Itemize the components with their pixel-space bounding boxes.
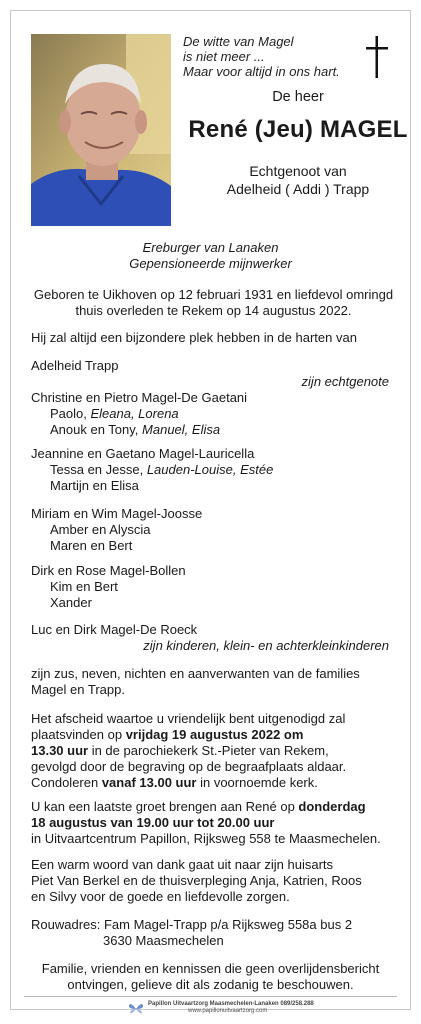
family-group xyxy=(31,563,396,611)
family-children: Kim en Bert xyxy=(50,579,118,594)
family-group xyxy=(31,506,396,554)
text-line: in Uitvaartcentrum Papillon, Rijksweg 558 te Maasmechelen. xyxy=(31,831,381,846)
text-line: Magel en Trapp. xyxy=(31,682,125,697)
funeral-time: 13.30 uur xyxy=(31,743,89,758)
children-role: zijn kinderen, klein- en achterkleinkinderen xyxy=(143,638,389,653)
text-line: ontvingen, gelieve dit als zodanig te beschouwen. xyxy=(67,977,354,992)
grandchild-names: Lauden-Louise, Estée xyxy=(146,462,274,477)
family-children xyxy=(31,462,396,478)
family-children: Xander xyxy=(50,595,92,610)
text-line xyxy=(31,743,396,759)
visit-time: 18 augustus van 19.00 uur tot 20.00 uur xyxy=(31,815,275,830)
text-line xyxy=(31,775,396,791)
text-line xyxy=(31,727,396,743)
poem-line: Maar voor altijd in ons hart. xyxy=(183,64,340,79)
spouse-info xyxy=(183,162,413,198)
visit-day: donderdag xyxy=(298,799,366,814)
honorary-titles xyxy=(0,240,421,272)
text-line: Een warm woord van dank gaat uit naar zijn huisarts xyxy=(31,857,334,872)
portrait-photo xyxy=(31,34,171,226)
funeral-paragraph xyxy=(31,711,396,791)
text-span: in de parochiekerk St.-Pieter van Rekem, xyxy=(88,743,329,758)
footer-company: Papillon Uitvaartzorg Maasmechelen-Lanaken 089/258.288 xyxy=(148,1001,314,1007)
text-span: in voornoemde kerk. xyxy=(196,775,318,790)
spouse-role: zijn echtgenote xyxy=(301,374,389,389)
footer-website[interactable]: www.papillonuitvaartzorg.com xyxy=(188,1008,268,1014)
family-parents: Luc en Dirk Magel-De Roeck xyxy=(31,622,198,637)
funeral-date: vrijdag 19 augustus 2022 om xyxy=(125,727,304,742)
memorial-poem xyxy=(183,34,373,79)
grandchild-names: Eleana, Lorena xyxy=(90,406,179,421)
family-parents: Miriam en Wim Magel-Joosse xyxy=(31,506,203,521)
title-line: Gepensioneerde mijnwerker xyxy=(129,256,292,271)
family-parents: Jeannine en Gaetano Magel-Lauricella xyxy=(31,446,255,461)
butterfly-logo-icon xyxy=(128,1002,144,1016)
relatives-paragraph xyxy=(31,666,396,698)
deceased-name: René (Jeu) MAGEL xyxy=(188,116,408,143)
child-names: Paolo, xyxy=(50,406,91,421)
mourning-address xyxy=(31,917,396,949)
child-names: Tessa en Jesse, xyxy=(50,462,147,477)
text-line: 3630 Maasmechelen xyxy=(103,933,224,948)
spouse-name: Adelheid Trapp xyxy=(31,358,119,373)
family-children xyxy=(31,422,396,438)
text-line: Rouwadres: Fam Magel-Trapp p/a Rijksweg 558a bus 2 xyxy=(31,917,353,932)
visitation-paragraph xyxy=(31,799,396,847)
family-children: Maren en Bert xyxy=(50,538,133,553)
grandchild-names: Manuel, Elisa xyxy=(142,422,221,437)
spouse-line: Echtgenoot van xyxy=(249,163,347,179)
intro-line: Hij zal altijd een bijzondere plek hebben in de harten van xyxy=(31,330,357,345)
thanks-paragraph xyxy=(31,857,396,905)
cross-icon xyxy=(362,36,392,78)
poem-line: De witte van Magel xyxy=(183,34,294,49)
title-line: Ereburger van Lanaken xyxy=(142,240,279,255)
text-line: Familie, vrienden en kennissen die geen overlijdensbericht xyxy=(41,961,380,976)
poem-line: is niet meer ... xyxy=(183,49,265,64)
text-span: U kan een laatste groet brengen aan René op xyxy=(31,799,299,814)
spouse-line: Adelheid ( Addi ) Trapp xyxy=(226,181,370,197)
text-line: Geboren te Uikhoven op 12 februari 1931 en liefdevol omringd xyxy=(33,287,394,302)
text-line xyxy=(31,815,396,831)
text-line: en Silvy voor de goede en liefdevolle zorgen. xyxy=(31,889,290,904)
family-parents: Christine en Pietro Magel-De Gaetani xyxy=(31,390,248,405)
family-children xyxy=(31,406,396,422)
footer-divider xyxy=(24,996,397,997)
family-group xyxy=(31,390,396,438)
text-line: thuis overleden te Rekem op 14 augustus 2022. xyxy=(75,303,352,318)
text-line: Piet Van Berkel en de thuisverpleging Anja, Katrien, Roos xyxy=(31,873,362,888)
child-names: Anouk en Tony, xyxy=(50,422,143,437)
text-line: zijn zus, neven, nichten en aanverwanten van de families xyxy=(31,666,360,681)
text-span: plaatsvinden op xyxy=(31,727,126,742)
salutation: De heer xyxy=(272,89,324,105)
birth-death-paragraph xyxy=(31,287,396,319)
text-line xyxy=(31,799,396,815)
family-children: Martijn en Elisa xyxy=(50,478,139,493)
family-group xyxy=(31,446,396,494)
closing-note xyxy=(24,961,397,993)
condolence-time: vanaf 13.00 uur xyxy=(101,775,197,790)
text-line: gevolgd door de begraving op de begraafplaats aldaar. xyxy=(31,759,347,774)
text-span: Condoleren xyxy=(31,775,102,790)
family-children: Amber en Alyscia xyxy=(50,522,151,537)
text-line: Het afscheid waartoe u vriendelijk bent uitgenodigd zal xyxy=(31,711,346,726)
family-parents: Dirk en Rose Magel-Bollen xyxy=(31,563,186,578)
